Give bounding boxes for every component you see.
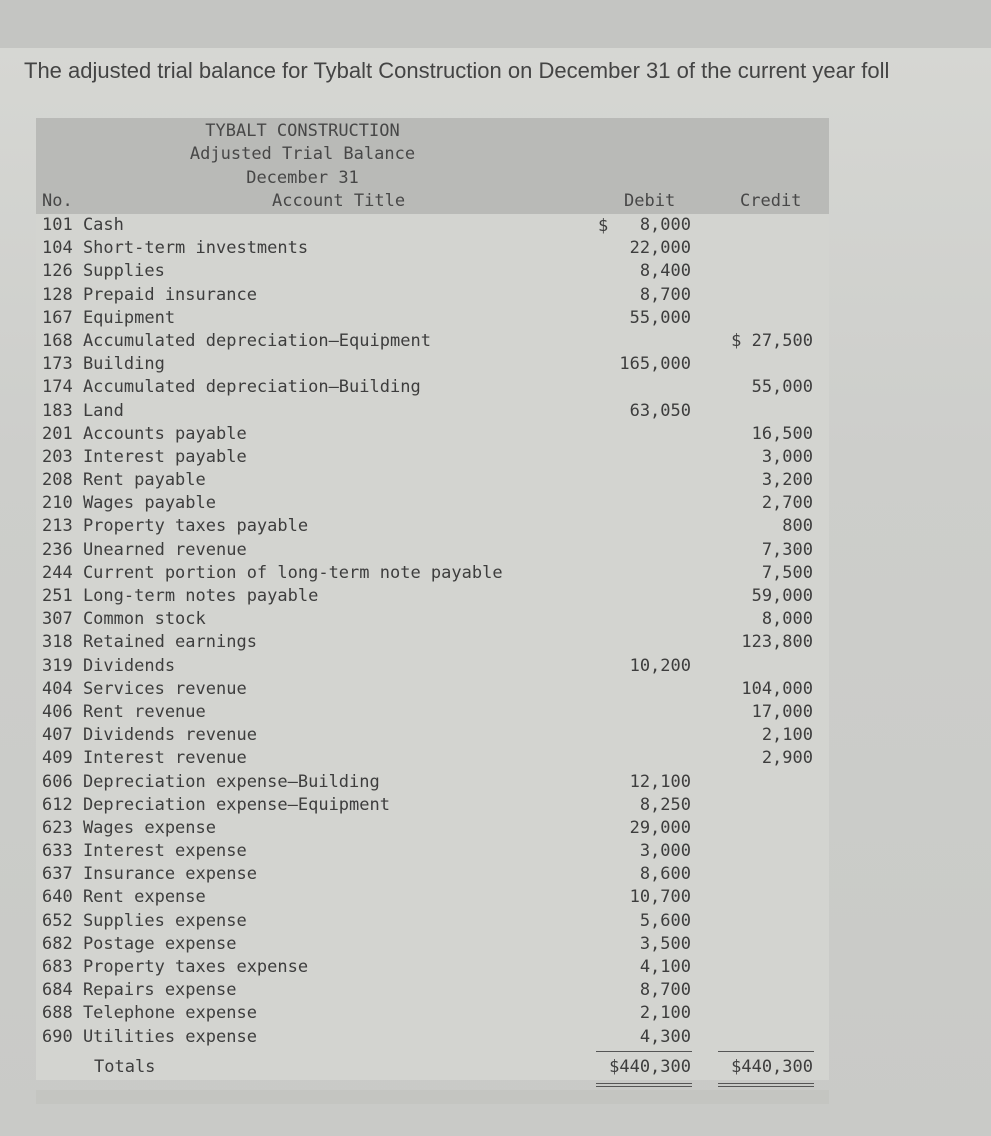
table-row xyxy=(36,330,829,353)
credit-amount: 104,000 xyxy=(741,678,813,699)
account-label: 683 Property taxes expense xyxy=(42,957,309,977)
account-label: 251 Long-term notes payable xyxy=(42,586,319,606)
account-label: 612 Depreciation expense–Equipment xyxy=(42,794,390,815)
account-label: 319 Dividends xyxy=(42,655,176,676)
table-row xyxy=(36,539,829,562)
account-label: 201 Accounts payable xyxy=(42,423,247,444)
totals-row xyxy=(36,1057,829,1083)
table-row xyxy=(36,237,829,260)
account-label: 684 Repairs expense xyxy=(42,980,237,1001)
account-label: 101 Cash xyxy=(42,215,124,235)
table-row xyxy=(36,886,829,909)
debit-amount: 8,400 xyxy=(639,261,691,282)
account-label: 244 Current portion of long-term note payable xyxy=(42,562,503,583)
company-name: TYBALT CONSTRUCTION xyxy=(205,121,400,141)
account-label: 213 Property taxes payable xyxy=(42,516,309,537)
debit-amount: 10,700 xyxy=(629,887,691,908)
debit-amount: 8,600 xyxy=(639,864,691,885)
account-label: 682 Postage expense xyxy=(42,933,237,954)
column-header-credit: Credit xyxy=(740,191,802,211)
table-row xyxy=(36,631,829,654)
totals-debit: $440,300 xyxy=(609,1057,691,1078)
credit-amount: 2,700 xyxy=(761,493,813,514)
top-band xyxy=(0,0,991,48)
table-row xyxy=(36,701,829,724)
account-label: 307 Common stock xyxy=(42,609,206,630)
account-label: 168 Accumulated depreciation–Equipment xyxy=(42,330,431,351)
credit-double-rule-2 xyxy=(718,1086,814,1087)
credit-amount: 2,900 xyxy=(761,748,813,769)
table-row xyxy=(36,353,829,376)
table-row xyxy=(36,794,829,817)
table-row xyxy=(36,678,829,701)
debit-amount: 3,000 xyxy=(639,841,691,862)
account-label: 208 Rent payable xyxy=(42,470,206,491)
account-label: 203 Interest payable xyxy=(42,446,247,467)
column-header-debit: Debit xyxy=(624,191,676,211)
account-label: 409 Interest revenue xyxy=(42,748,247,769)
account-label: 640 Rent expense xyxy=(42,887,206,908)
table-row xyxy=(36,863,829,886)
credit-double-rule-1 xyxy=(718,1083,814,1084)
credit-amount: $ 27,500 xyxy=(731,330,813,351)
account-label: 606 Depreciation expense–Building xyxy=(42,771,380,792)
account-label: 633 Interest expense xyxy=(42,841,247,862)
debit-amount: 8,700 xyxy=(639,284,691,305)
table-row xyxy=(36,492,829,515)
table-row xyxy=(36,979,829,1002)
account-label: 104 Short-term investments xyxy=(42,238,309,259)
table-row xyxy=(36,747,829,770)
account-label: 173 Building xyxy=(42,354,165,375)
credit-amount: 3,200 xyxy=(761,470,813,491)
credit-amount: 59,000 xyxy=(751,586,813,606)
credit-amount: 16,500 xyxy=(751,423,813,444)
column-header-account-title: Account Title xyxy=(272,191,406,211)
table-row xyxy=(36,910,829,933)
table-row xyxy=(36,562,829,585)
table-row xyxy=(36,585,829,608)
table-row xyxy=(36,1002,829,1025)
intro-text: The adjusted trial balance for Tybalt Construction on December 31 of the current year foll xyxy=(24,58,890,83)
account-label: 174 Accumulated depreciation–Building xyxy=(42,377,421,398)
table-row xyxy=(36,469,829,492)
debit-amount: 8,700 xyxy=(639,980,691,1001)
debit-amount: 22,000 xyxy=(629,238,691,259)
credit-amount: 2,100 xyxy=(761,725,813,746)
debit-amount: 55,000 xyxy=(629,307,691,328)
account-rows xyxy=(36,214,829,1049)
trial-balance-table xyxy=(36,118,829,1080)
debit-amount: 8,250 xyxy=(639,794,691,815)
table-row xyxy=(36,655,829,678)
debit-amount: 4,100 xyxy=(639,957,691,977)
credit-total-rule xyxy=(718,1051,814,1052)
table-row xyxy=(36,956,829,979)
account-label: 126 Supplies xyxy=(42,261,165,282)
statement-title: Adjusted Trial Balance xyxy=(189,144,416,164)
table-row xyxy=(36,446,829,469)
table-row xyxy=(36,933,829,956)
account-label: 210 Wages payable xyxy=(42,493,216,514)
account-label: 236 Unearned revenue xyxy=(42,539,247,560)
account-label: 688 Telephone expense xyxy=(42,1003,257,1024)
debit-amount: 3,500 xyxy=(639,933,691,954)
account-label: 623 Wages expense xyxy=(42,817,216,838)
credit-amount: 3,000 xyxy=(761,446,813,467)
debit-amount: 29,000 xyxy=(629,817,691,838)
account-label: 406 Rent revenue xyxy=(42,701,206,722)
table-row xyxy=(36,515,829,538)
table-row xyxy=(36,214,829,237)
column-header-no: No. xyxy=(42,191,73,211)
account-label: 637 Insurance expense xyxy=(42,864,257,885)
account-label: 407 Dividends revenue xyxy=(42,725,257,746)
credit-amount: 7,300 xyxy=(761,539,813,560)
bottom-band xyxy=(36,1090,829,1104)
table-row xyxy=(36,376,829,399)
table-row xyxy=(36,1026,829,1049)
credit-amount: 800 xyxy=(782,516,813,537)
credit-amount: 7,500 xyxy=(761,562,813,583)
debit-amount: 10,200 xyxy=(629,655,691,676)
account-label: 318 Retained earnings xyxy=(42,632,257,653)
debit-amount: 5,600 xyxy=(639,910,691,931)
account-label: 167 Equipment xyxy=(42,307,176,328)
table-row xyxy=(36,423,829,446)
table-row xyxy=(36,771,829,794)
debit-double-rule-1 xyxy=(596,1083,692,1084)
debit-amount: 2,100 xyxy=(639,1003,691,1024)
table-row xyxy=(36,724,829,747)
debit-total-rule xyxy=(596,1051,692,1052)
debit-amount: 4,300 xyxy=(639,1026,691,1047)
account-label: 128 Prepaid insurance xyxy=(42,284,257,305)
debit-amount: 63,050 xyxy=(629,400,691,421)
credit-amount: 17,000 xyxy=(751,701,813,722)
credit-amount: 123,800 xyxy=(741,632,813,653)
debit-amount: 12,100 xyxy=(629,771,691,792)
statement-date: December 31 xyxy=(246,168,359,188)
table-row xyxy=(36,840,829,863)
account-label: 690 Utilities expense xyxy=(42,1026,257,1047)
account-label: 404 Services revenue xyxy=(42,678,247,699)
table-row xyxy=(36,260,829,283)
table-row xyxy=(36,307,829,330)
table-row xyxy=(36,817,829,840)
debit-amount: 165,000 xyxy=(619,354,691,375)
debit-double-rule-2 xyxy=(596,1086,692,1087)
totals-label: Totals xyxy=(94,1057,156,1078)
debit-amount: 8,000 xyxy=(639,215,691,235)
account-label: 183 Land xyxy=(42,400,124,421)
credit-amount: 55,000 xyxy=(751,377,813,398)
account-label: 652 Supplies expense xyxy=(42,910,247,931)
totals-credit: $440,300 xyxy=(731,1057,813,1078)
table-row xyxy=(36,400,829,423)
cash-dollar-sign: $ xyxy=(598,216,609,236)
table-row xyxy=(36,284,829,307)
credit-amount: 8,000 xyxy=(761,609,813,630)
table-row xyxy=(36,608,829,631)
